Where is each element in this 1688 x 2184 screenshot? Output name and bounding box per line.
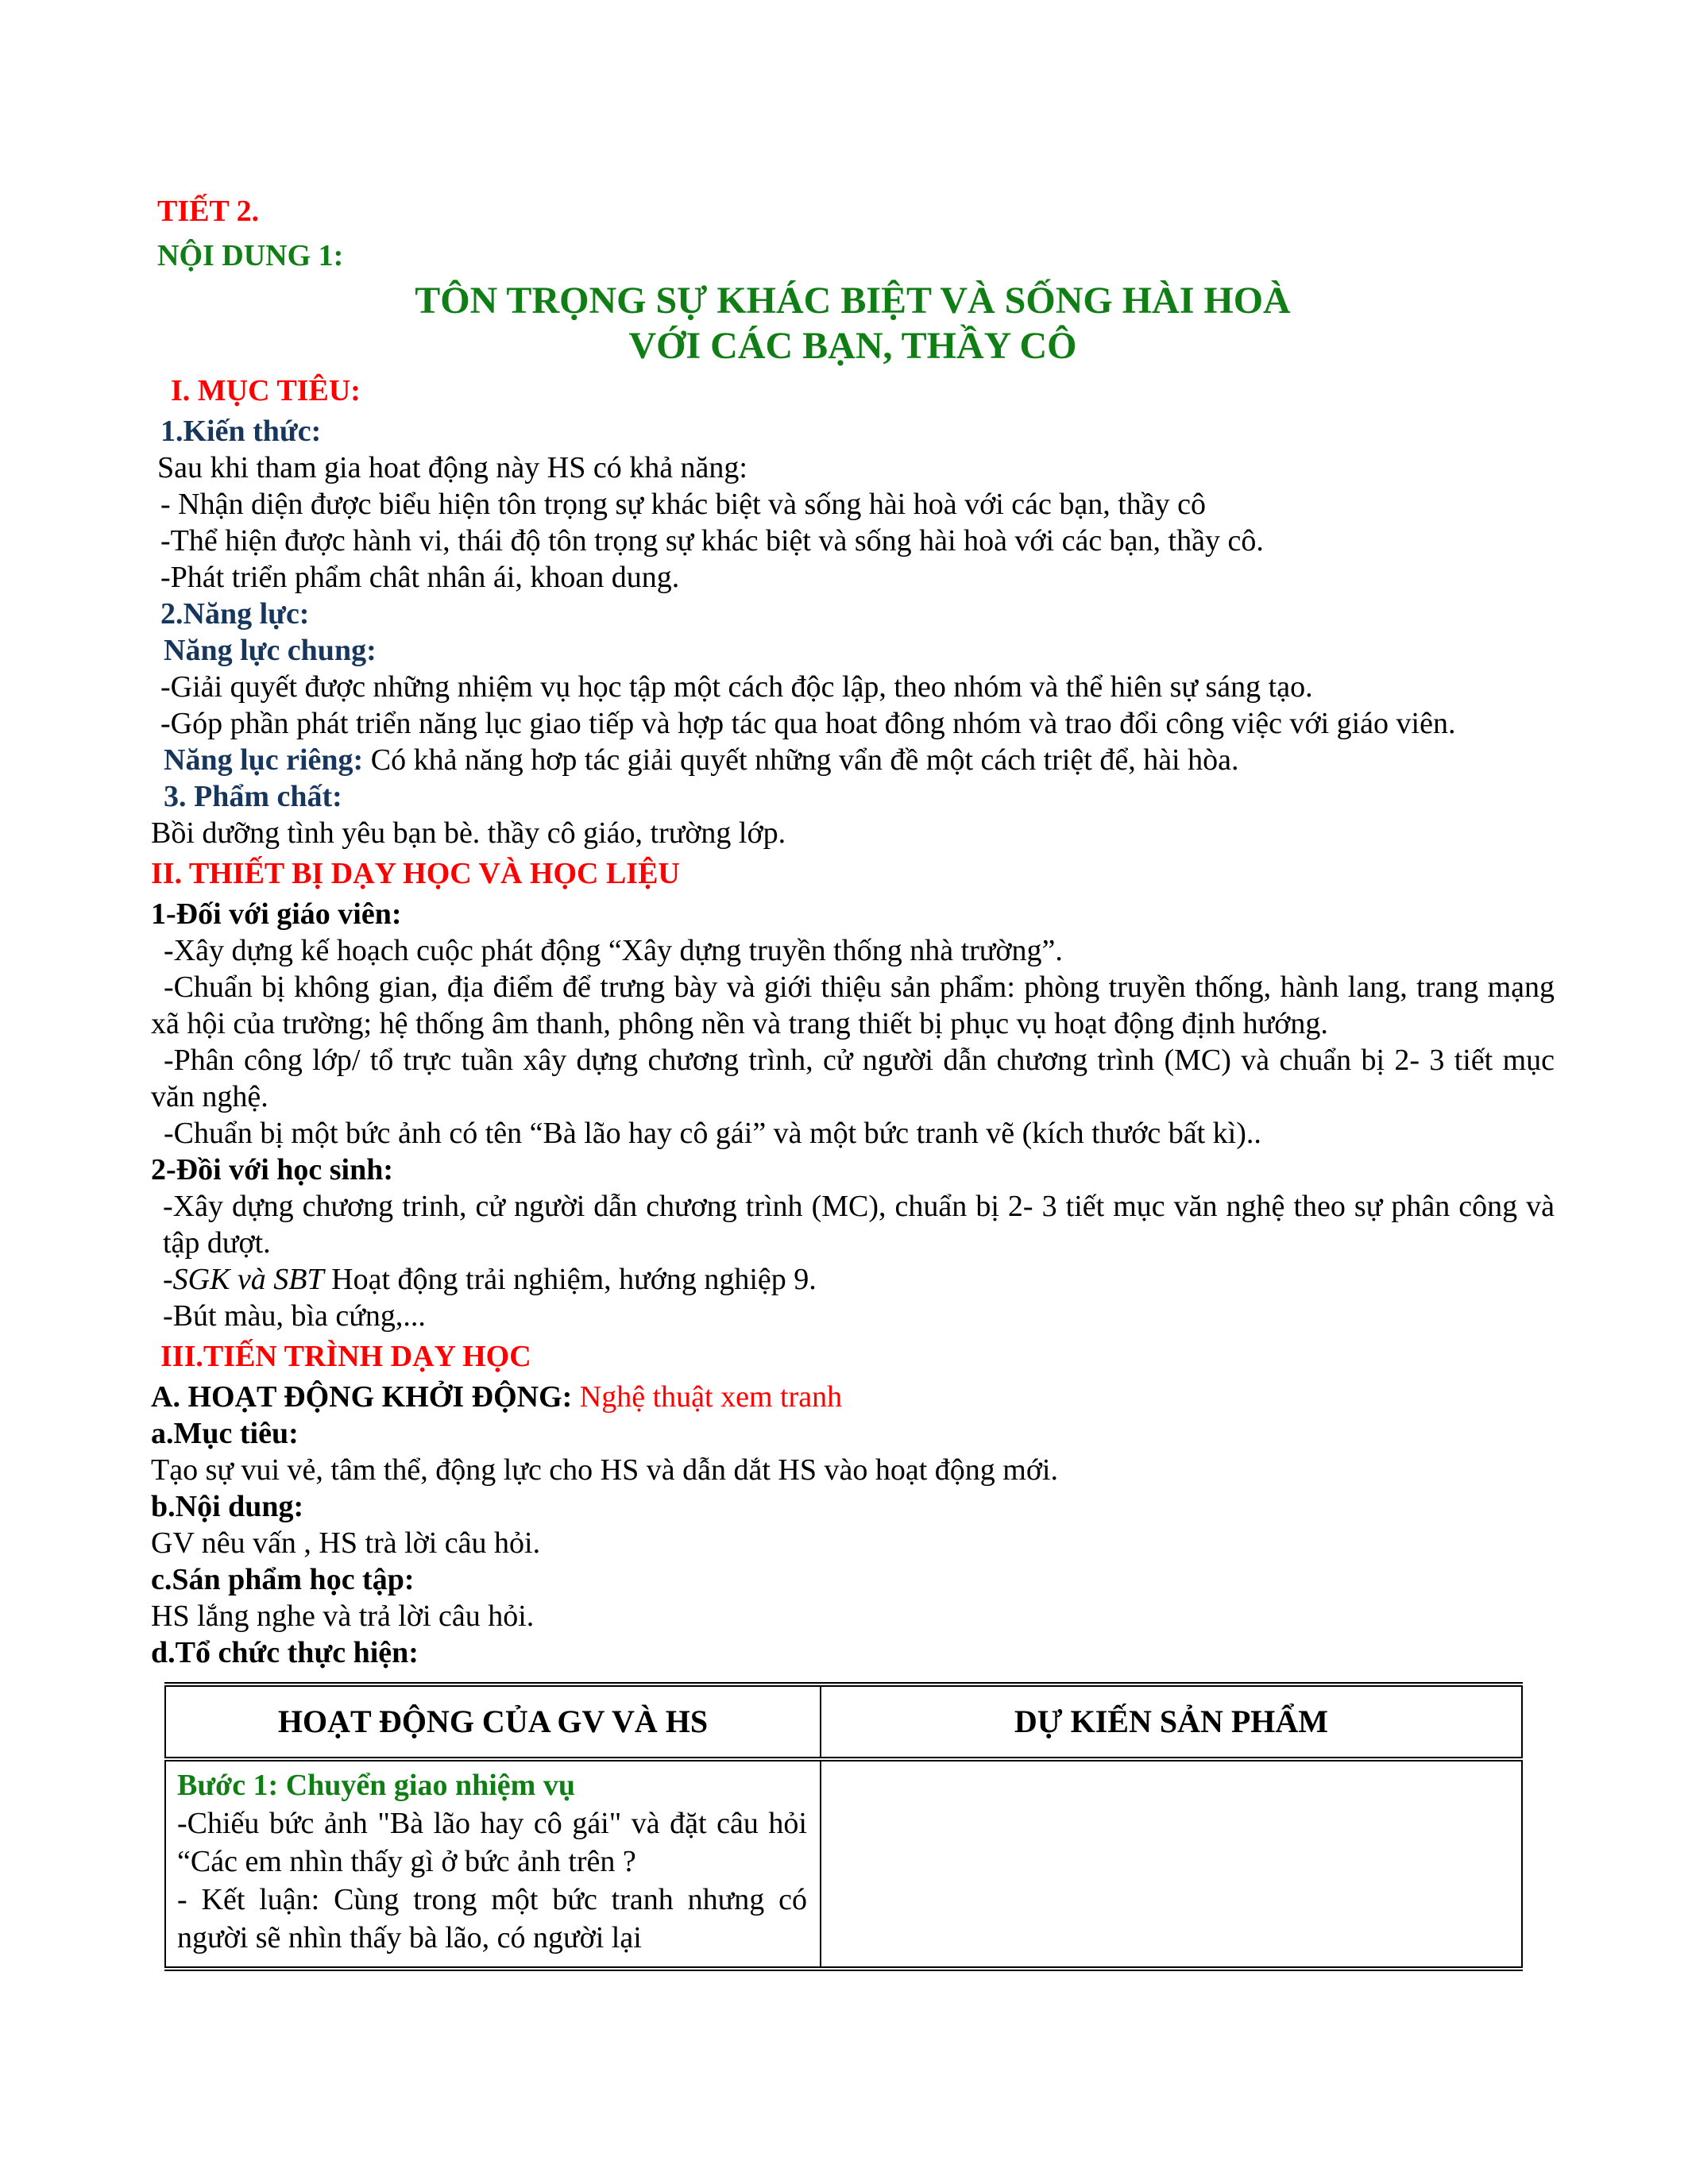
giao-vien-bullet-1: -Xây dựng kế hoạch cuộc phát động “Xây dựng truyền thống nhà trường”.: [164, 934, 1063, 967]
heading-kien-thuc: 1.Kiến thức:: [160, 415, 322, 448]
table-cell-expected-result: [821, 1759, 1522, 1969]
heading-hoc-sinh: 2-Đồi với học sinh:: [151, 1153, 394, 1187]
heading-tien-trinh: III.TIẾN TRÌNH DẠY HỌC: [160, 1340, 531, 1373]
nang-luc-rieng-label: Năng lục riêng:: [164, 743, 364, 777]
heading-b-noi-dung: b.Nội dung:: [151, 1490, 304, 1523]
title-line-2: VỚI CÁC BẠN, THẦY CÔ: [628, 325, 1077, 367]
nang-luc-bullet-2: -Góp phần phát triển năng lục giao tiếp và hợp tác qua hoat đông nhóm và trao đổi công việc với giáo viên.: [160, 707, 1456, 740]
kien-thuc-bullet-3: -Phát triển phẩm chât nhân ái, khoan dung.: [160, 561, 680, 594]
hoat-dong-label: A. HOẠT ĐỘNG KHỞI ĐỘNG:: [151, 1380, 573, 1414]
hoc-sinh-sgk-rest: Hoạt động trải nghiệm, hướng nghiệp 9.: [323, 1263, 817, 1296]
table-body-row: [165, 1759, 1522, 1969]
a-muc-tieu-text: Tạo sự vui vẻ, tâm thể, động lực cho HS và dẫn dắt HS vào hoạt động mới.: [151, 1453, 1058, 1487]
table-header-du-kien: DỰ KIẾN SẢN PHẨM: [821, 1684, 1522, 1759]
kien-thuc-intro: Sau khi tham gia hoat động này HS có khả năng:: [157, 451, 747, 484]
heading-pham-chat: 3. Phẩm chất:: [164, 780, 342, 813]
hoc-sinh-bullet-3: -Bút màu, bìa cứng,...: [163, 1299, 426, 1333]
nang-luc-rieng-line: [151, 742, 1555, 778]
giao-vien-bullet-3: -Phân công lớp/ tổ trực tuần xây dựng chương trình, cử người dẫn chương trình (MC) và chuẩn bị 2- 3 tiết mục văn nghệ.: [151, 1044, 1555, 1113]
hoc-sinh-bullet-2: [163, 1261, 1555, 1298]
heading-nang-luc: 2.Năng lực:: [160, 597, 310, 631]
table-cell-activity: [165, 1759, 821, 1969]
hoc-sinh-sgk-italic: -SGK và SBT: [163, 1263, 324, 1296]
heading-c-san-pham: c.Sán phẩm học tập:: [151, 1563, 415, 1596]
step1-title: Bước 1: Chuyển giao nhiệm vụ: [177, 1769, 575, 1802]
giao-vien-bullet-2: -Chuẩn bị không gian, địa điểm để trưng bày và giới thiệu sản phẩm: phòng truyền thống, hành lang, trang mạng xã hội của trường; hệ thống âm thanh, phông nền và trang thiết bị phục vụ hoạt động định hướng.: [151, 970, 1555, 1040]
giao-vien-bullet-4: -Chuẩn bị một bức ảnh có tên “Bà lão hay cô gái” và một bức tranh vẽ (kích thước bất kì)..: [164, 1117, 1261, 1150]
activity-table: [164, 1682, 1523, 1971]
title-line-1: TÔN TRỌNG SỰ KHÁC BIỆT VÀ SỐNG HÀI HOÀ: [415, 280, 1291, 322]
kien-thuc-bullet-2: -Thể hiện được hành vi, thái độ tôn trọng sự khác biệt và sống hài hoà với các bạn, thầy cô.: [160, 524, 1264, 558]
b-noi-dung-text: GV nêu vấn , HS trà lời câu hỏi.: [151, 1526, 541, 1560]
heading-tiet: TIẾT 2.: [157, 195, 260, 228]
kien-thuc-bullet-1: - Nhận diện được biểu hiện tôn trọng sự khác biệt và sống hài hoà với các bạn, thầy cô: [160, 488, 1207, 521]
heading-noi-dung: NỘI DUNG 1:: [157, 239, 344, 272]
document-title: [151, 278, 1555, 369]
hoc-sinh-bullet-1: -Xây dựng chương trinh, cử người dẫn chương trình (MC), chuẩn bị 2- 3 tiết mục văn nghệ theo sự phân công và tập dượt.: [163, 1190, 1555, 1260]
step1-paragraph-2: - Kết luận: Cùng trong một bức tranh nhưng có người sẽ nhìn thấy bà lão, có người lại: [177, 1883, 807, 1954]
table-header-gv-hs: HOẠT ĐỘNG CỦA GV VÀ HS: [165, 1684, 821, 1759]
table-header-row: [165, 1684, 1522, 1759]
heading-muc-tieu: I. MỤC TIÊU:: [171, 374, 361, 407]
nang-luc-rieng-text: Có khả năng hơp tác giải quyết những vẩn đề một cách triệt để, hài hòa.: [363, 743, 1239, 777]
hoat-dong-subtitle: Nghệ thuật xem tranh: [572, 1380, 843, 1414]
c-san-pham-text: HS lắng nghe và trả lời câu hỏi.: [151, 1599, 535, 1633]
hoat-dong-line: [151, 1379, 1555, 1415]
step1-paragraph-1: -Chiếu bức ảnh "Bà lão hay cô gái" và đặt câu hỏi “Các em nhìn thấy gì ở bức ảnh trên ?: [177, 1807, 807, 1878]
heading-nang-luc-chung: Năng lực chung:: [164, 634, 377, 667]
heading-a-muc-tieu: a.Mục tiêu:: [151, 1417, 299, 1450]
heading-thiet-bi: II. THIẾT BỊ DẠY HỌC VÀ HỌC LIỆU: [151, 857, 680, 890]
heading-giao-vien: 1-Đối với giáo viên:: [151, 897, 402, 931]
nang-luc-bullet-1: -Giải quyết được những nhiệm vụ học tập một cách độc lập, theo nhóm và thể hiên sự sáng tạo.: [160, 670, 1313, 704]
pham-chat-text: Bồi dưỡng tình yêu bạn bè. thầy cô giáo, trường lớp.: [151, 816, 786, 850]
heading-d-to-chuc: d.Tổ chức thực hiện:: [151, 1636, 419, 1669]
